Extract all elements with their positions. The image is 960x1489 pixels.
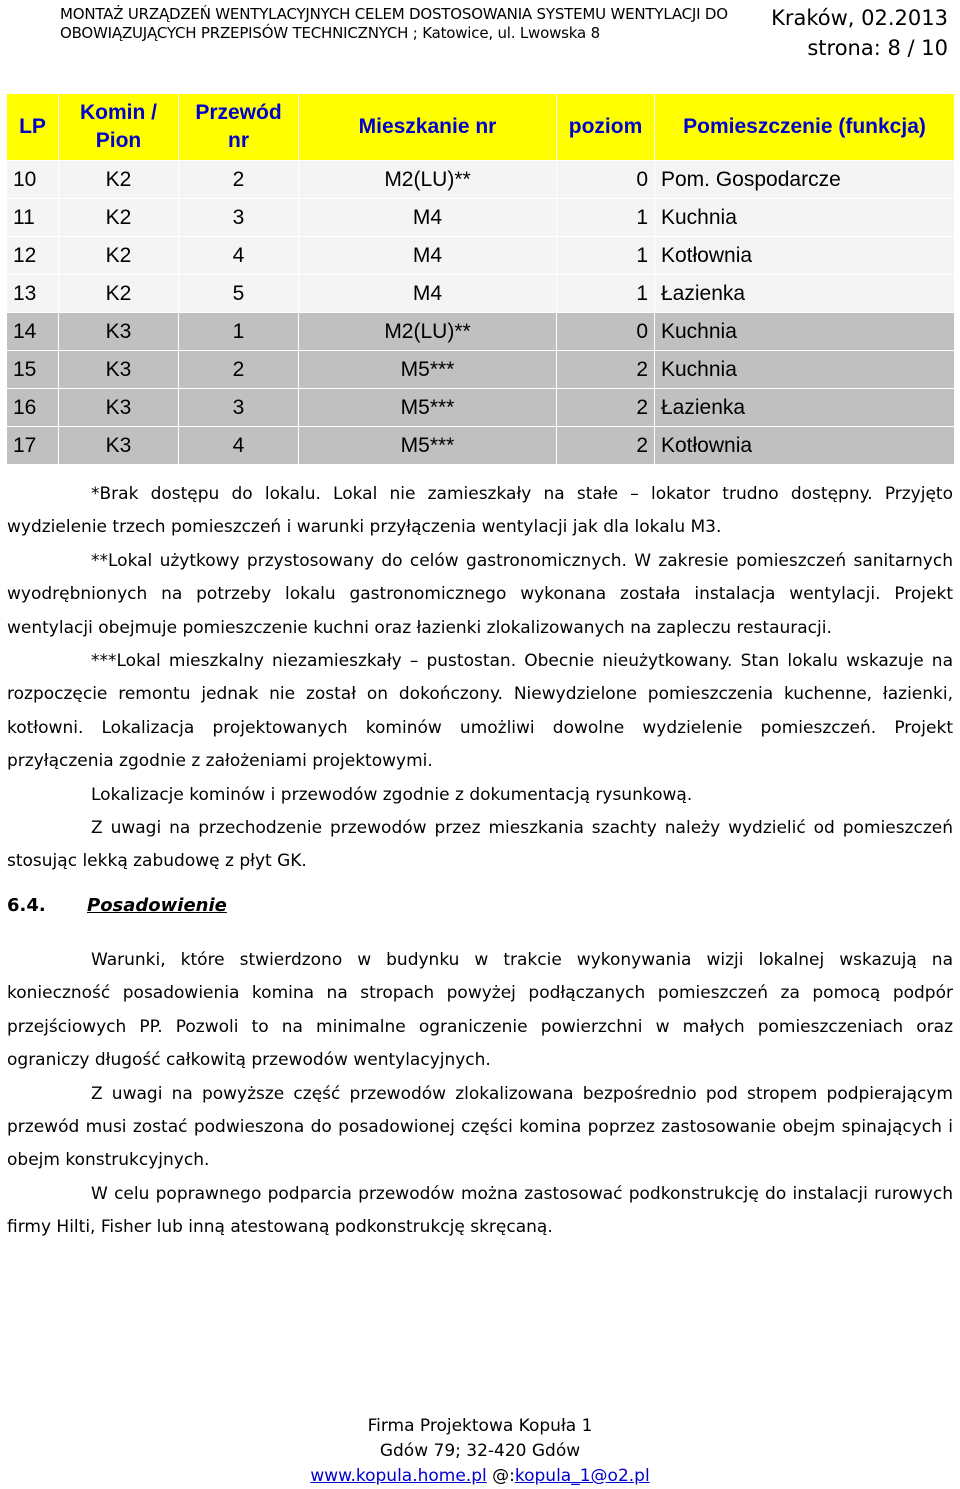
note-4: Lokalizacje kominów i przewodów zgodnie z dokumentacją rysunkową. (91, 784, 693, 805)
document-title-line1: MONTAŻ URZĄDZEŃ WENTYLACYJNYCH CELEM DOSTOSOWANIA SYSTEMU WENTYLACJI DO (60, 5, 728, 23)
cell-funkcja: Łazienka (655, 389, 955, 427)
section-paragraph-2: Z uwagi na powyższe część przewodów zlokalizowana bezpośrednio pod stropem podpierającym przewód musi zostać podwieszona do posadowionej części komina poprzez zastosowanie obejm spinających i obejm konstrukcyjnych. (7, 1083, 953, 1171)
footer-address: Gdów 79; 32-420 Gdów (379, 1441, 581, 1461)
table-row (7, 351, 955, 389)
cell-mieszkanie: M5*** (299, 389, 557, 427)
cell-komin: K3 (59, 389, 179, 427)
page-footer (0, 1414, 960, 1489)
table-row (7, 199, 955, 237)
footer-website-link[interactable]: www.kopula.home.pl (310, 1466, 487, 1486)
column-header-mieszkanie: Mieszkanie nr (299, 94, 557, 161)
table-row (7, 389, 955, 427)
column-header-poziom: poziom (557, 94, 655, 161)
document-body (7, 478, 953, 1245)
table-row (7, 161, 955, 199)
cell-poziom: 2 (557, 389, 655, 427)
cell-komin: K3 (59, 351, 179, 389)
document-title (60, 5, 740, 43)
cell-mieszkanie: M4 (299, 199, 557, 237)
cell-poziom: 1 (557, 237, 655, 275)
table-body (7, 161, 955, 465)
footer-email-prefix: @: (492, 1466, 515, 1486)
table-row (7, 237, 955, 275)
section-paragraph-1: Warunki, które stwierdzono w budynku w trakcie wykonywania wizji lokalnej wskazują na konieczność posadowienia komina na stropach powyżej podłączanych pomieszczeń za pomocą podpór przejściowych PP. Pozwoli to na minimalne ograniczenie powierzchni w małych pomieszczeniach oraz ograniczy długość całkowitą przewodów wentylacyjnych. (7, 949, 953, 1071)
cell-funkcja: Kuchnia (655, 199, 955, 237)
cell-funkcja: Kuchnia (655, 351, 955, 389)
cell-mieszkanie: M4 (299, 275, 557, 313)
cell-komin: K2 (59, 199, 179, 237)
note-3: ***Lokal mieszkalny niezamieszkały – pustostan. Obecnie nieużytkowany. Stan lokalu wskazuje na rozpoczęcie remontu jednak nie został on dokończony. Niewydzielone pomieszczenia kuchenne, łazienki, kotłowni. Lokalizacja projektowanych kominów umożliwi dowolne wydzielenie pomieszczeń. Projekt przyłączenia zgodnie z założeniami projektowymi. (7, 651, 953, 772)
section-heading (7, 889, 953, 922)
cell-funkcja: Kuchnia (655, 313, 955, 351)
cell-komin: K3 (59, 427, 179, 465)
note-2: **Lokal użytkowy przystosowany do celów gastronomicznych. W zakresie pomieszczeń sanitarnych wyodrębnionych na potrzeby lokalu gastronomicznego wykonana została instalacja wentylacji. Projekt wentylacji obejmuje pomieszczenie kuchni oraz łazienki zlokalizowanych na zapleczu restauracji. (7, 550, 953, 638)
cell-komin: K2 (59, 237, 179, 275)
cell-przewod: 2 (179, 161, 299, 199)
cell-komin: K3 (59, 313, 179, 351)
footer-contact (0, 1464, 960, 1489)
cell-poziom: 1 (557, 199, 655, 237)
cell-funkcja: Kotłownia (655, 427, 955, 465)
column-header-funkcja: Pomieszczenie (funkcja) (655, 94, 955, 161)
cell-lp: 13 (7, 275, 59, 313)
cell-przewod: 4 (179, 237, 299, 275)
cell-poziom: 2 (557, 351, 655, 389)
ventilation-table (6, 93, 955, 465)
table-row (7, 275, 955, 313)
cell-lp: 17 (7, 427, 59, 465)
cell-lp: 12 (7, 237, 59, 275)
cell-poziom: 2 (557, 427, 655, 465)
cell-mieszkanie: M5*** (299, 427, 557, 465)
column-header-komin: Komin / Pion (59, 94, 179, 161)
cell-lp: 15 (7, 351, 59, 389)
section-title: Posadowienie (87, 894, 227, 916)
column-header-przewod: Przewód nr (179, 94, 299, 161)
cell-komin: K2 (59, 275, 179, 313)
footer-company: Firma Projektowa Kopuła 1 (367, 1416, 593, 1436)
cell-funkcja: Kotłownia (655, 237, 955, 275)
cell-poziom: 0 (557, 161, 655, 199)
footer-email-link[interactable]: kopula_1@o2.pl (514, 1466, 650, 1486)
cell-przewod: 3 (179, 389, 299, 427)
section-paragraph-3: W celu poprawnego podparcia przewodów można zastosować podkonstrukcję do instalacji rurowych firmy Hilti, Fisher lub inną atestowaną podkonstrukcję skręcaną. (7, 1183, 953, 1238)
document-title-line2: OBOWIĄZUJĄCYCH PRZEPISÓW TECHNICZNYCH ; Katowice, ul. Lwowska 8 (60, 24, 600, 42)
cell-komin: K2 (59, 161, 179, 199)
section-number: 6.4. (7, 894, 46, 916)
cell-przewod: 4 (179, 427, 299, 465)
note-5: Z uwagi na przechodzenie przewodów przez mieszkania szachty należy wydzielić od pomieszczeń stosując lekką zabudowę z płyt GK. (7, 818, 953, 872)
cell-przewod: 3 (179, 199, 299, 237)
cell-mieszkanie: M2(LU)** (299, 161, 557, 199)
cell-lp: 16 (7, 389, 59, 427)
cell-przewod: 5 (179, 275, 299, 313)
page-number: strona: 8 / 10 (807, 36, 948, 60)
document-date: Kraków, 02.2013 (771, 6, 948, 30)
cell-mieszkanie: M5*** (299, 351, 557, 389)
cell-funkcja: Łazienka (655, 275, 955, 313)
cell-funkcja: Pom. Gospodarcze (655, 161, 955, 199)
page-header (0, 0, 960, 80)
cell-przewod: 2 (179, 351, 299, 389)
table-row (7, 313, 955, 351)
cell-lp: 10 (7, 161, 59, 199)
cell-poziom: 1 (557, 275, 655, 313)
note-1: *Brak dostępu do lokalu. Lokal nie zamieszkały na stałe – lokator trudno dostępny. Przyjęto wydzielenie trzech pomieszczeń i warunki przyłączenia wentylacji jak dla lokalu M3. (7, 484, 953, 538)
cell-lp: 11 (7, 199, 59, 237)
table-header-row (7, 94, 955, 161)
cell-mieszkanie: M4 (299, 237, 557, 275)
cell-lp: 14 (7, 313, 59, 351)
cell-poziom: 0 (557, 313, 655, 351)
cell-przewod: 1 (179, 313, 299, 351)
cell-mieszkanie: M2(LU)** (299, 313, 557, 351)
table-row (7, 427, 955, 465)
column-header-lp: LP (7, 94, 59, 161)
